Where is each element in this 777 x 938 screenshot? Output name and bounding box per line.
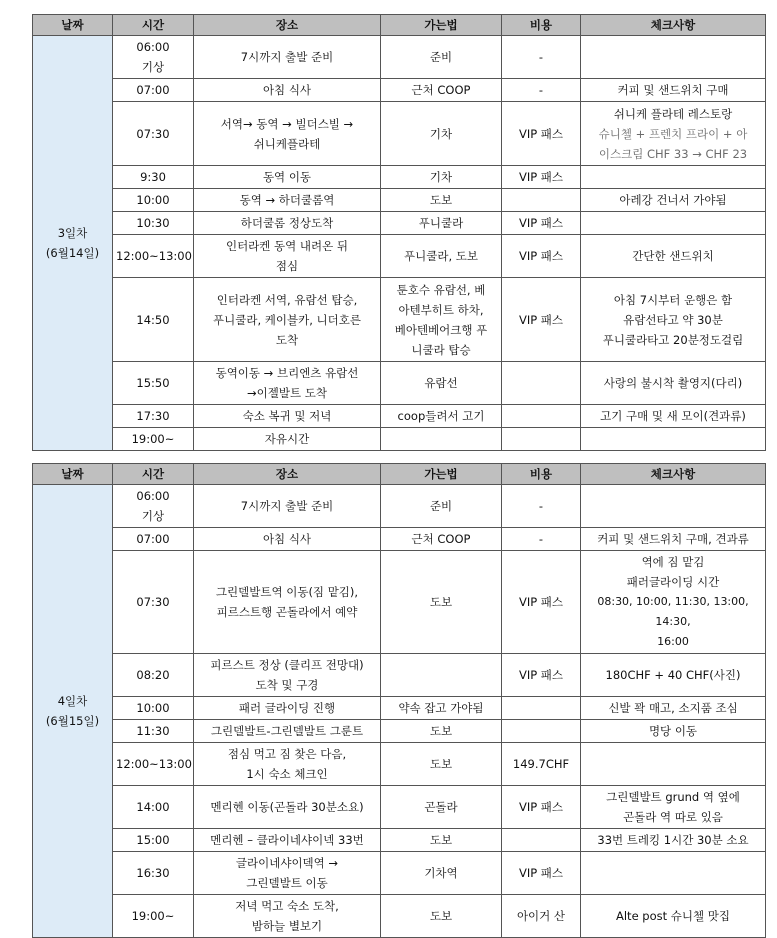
place-cell: 피르스트 정상 (클리프 전망대) 도착 및 구경 bbox=[194, 654, 381, 697]
check-cell: 180CHF + 40 CHF(사진) bbox=[581, 654, 766, 697]
cost-cell: VIP 패스 bbox=[502, 278, 581, 362]
table-row bbox=[33, 829, 766, 852]
cost-cell: VIP 패스 bbox=[502, 654, 581, 697]
place-cell: 자유시간 bbox=[194, 428, 381, 451]
route-cell: 근처 COOP bbox=[381, 79, 502, 102]
time-cell: 19:00~ bbox=[113, 895, 194, 938]
header-check: 체크사항 bbox=[581, 464, 766, 485]
table-row bbox=[33, 485, 766, 528]
check-cell: 신발 꽉 매고, 소지품 조심 bbox=[581, 697, 766, 720]
route-cell: 기차 bbox=[381, 166, 502, 189]
route-cell: 푸니쿨라 bbox=[381, 212, 502, 235]
table-row bbox=[33, 235, 766, 278]
place-cell: 7시까지 출발 준비 bbox=[194, 36, 381, 79]
check-cell bbox=[581, 852, 766, 895]
table-row bbox=[33, 189, 766, 212]
check-cell: 아레강 건너서 가야됨 bbox=[581, 189, 766, 212]
place-cell: 하더쿨롬 정상도착 bbox=[194, 212, 381, 235]
route-cell: 준비 bbox=[381, 36, 502, 79]
table-row bbox=[33, 786, 766, 829]
cost-cell: VIP 패스 bbox=[502, 551, 581, 654]
time-cell: 14:50 bbox=[113, 278, 194, 362]
cost-cell: VIP 패스 bbox=[502, 212, 581, 235]
check-cell: 사랑의 불시착 촬영지(다리) bbox=[581, 362, 766, 405]
time-cell: 10:00 bbox=[113, 189, 194, 212]
header-row bbox=[33, 15, 766, 36]
header-cost: 비용 bbox=[502, 15, 581, 36]
header-time: 시간 bbox=[113, 464, 194, 485]
check-cell: 간단한 샌드위치 bbox=[581, 235, 766, 278]
table-row bbox=[33, 278, 766, 362]
header-route: 가는법 bbox=[381, 15, 502, 36]
cost-cell: - bbox=[502, 485, 581, 528]
time-cell: 07:30 bbox=[113, 102, 194, 166]
cost-cell bbox=[502, 428, 581, 451]
check-cell bbox=[581, 485, 766, 528]
cost-cell: 아이거 산 bbox=[502, 895, 581, 938]
time-cell: 17:30 bbox=[113, 405, 194, 428]
table-row bbox=[33, 852, 766, 895]
header-place: 장소 bbox=[194, 464, 381, 485]
check-cell: 쉬니케 플라테 레스토랑 슈니첼 + 프렌치 프라이 + 아 이스크림 CHF 33 → CHF 23 bbox=[581, 102, 766, 166]
check-cell: 역에 짐 맡김 패러글라이딩 시간 08:30, 10:00, 11:30, 13:00, 14:30, 16:00 bbox=[581, 551, 766, 654]
route-cell: 유람선 bbox=[381, 362, 502, 405]
day-cell bbox=[33, 485, 113, 938]
route-cell: 도보 bbox=[381, 551, 502, 654]
cost-cell: 149.7CHF bbox=[502, 743, 581, 786]
day-label: 4일차 bbox=[57, 694, 88, 708]
route-cell: 도보 bbox=[381, 829, 502, 852]
day-date: (6월14일) bbox=[45, 246, 100, 260]
cost-cell bbox=[502, 720, 581, 743]
place-cell: 멘리헨 – 클라이네샤이넥 33번 bbox=[194, 829, 381, 852]
header-cost: 비용 bbox=[502, 464, 581, 485]
table-row bbox=[33, 212, 766, 235]
day-label: 3일차 bbox=[57, 226, 88, 240]
header-route: 가는법 bbox=[381, 464, 502, 485]
time-cell: 06:00 기상 bbox=[113, 485, 194, 528]
time-cell: 12:00~13:00 bbox=[113, 743, 194, 786]
table-row bbox=[33, 428, 766, 451]
place-cell: 동역 이동 bbox=[194, 166, 381, 189]
place-cell: 서역→ 동역 → 빌더스빌 → 쉬니케플라테 bbox=[194, 102, 381, 166]
cost-cell bbox=[502, 405, 581, 428]
cost-cell: VIP 패스 bbox=[502, 166, 581, 189]
check-cell bbox=[581, 166, 766, 189]
table-row bbox=[33, 743, 766, 786]
route-cell: 준비 bbox=[381, 485, 502, 528]
time-cell: 07:00 bbox=[113, 79, 194, 102]
table-row bbox=[33, 654, 766, 697]
route-cell: coop들려서 고기 bbox=[381, 405, 502, 428]
cost-cell bbox=[502, 189, 581, 212]
place-cell: 동역이동 → 브리엔츠 유람선 →이젤발트 도착 bbox=[194, 362, 381, 405]
route-cell: 도보 bbox=[381, 720, 502, 743]
time-cell: 08:20 bbox=[113, 654, 194, 697]
check-cell bbox=[581, 428, 766, 451]
check-cell: 명당 이동 bbox=[581, 720, 766, 743]
check-cell bbox=[581, 36, 766, 79]
check-cell: 커피 및 샌드위치 구매 bbox=[581, 79, 766, 102]
header-date: 날짜 bbox=[33, 464, 113, 485]
cost-cell bbox=[502, 362, 581, 405]
place-cell: 그린델발트역 이동(짐 맡김), 피르스트행 곤돌라에서 예약 bbox=[194, 551, 381, 654]
table-row bbox=[33, 697, 766, 720]
place-cell: 7시까지 출발 준비 bbox=[194, 485, 381, 528]
check-cell: 커피 및 샌드위치 구매, 견과류 bbox=[581, 528, 766, 551]
route-cell: 기차역 bbox=[381, 852, 502, 895]
header-time: 시간 bbox=[113, 15, 194, 36]
schedule-table-day4 bbox=[32, 463, 766, 938]
cost-cell: VIP 패스 bbox=[502, 235, 581, 278]
route-cell bbox=[381, 428, 502, 451]
route-cell: 기차 bbox=[381, 102, 502, 166]
header-place: 장소 bbox=[194, 15, 381, 36]
table-row bbox=[33, 528, 766, 551]
schedule-table-day3 bbox=[32, 14, 766, 451]
route-cell: 푸니쿨라, 도보 bbox=[381, 235, 502, 278]
route-cell: 도보 bbox=[381, 743, 502, 786]
table-row bbox=[33, 102, 766, 166]
route-cell: 약속 잡고 가야됨 bbox=[381, 697, 502, 720]
day-date: (6월15일) bbox=[45, 714, 100, 728]
cost-cell: VIP 패스 bbox=[502, 102, 581, 166]
place-cell: 동역 → 하더쿨롬역 bbox=[194, 189, 381, 212]
time-cell: 11:30 bbox=[113, 720, 194, 743]
cost-cell: - bbox=[502, 79, 581, 102]
check-cell: Alte post 슈니첼 맛집 bbox=[581, 895, 766, 938]
cost-cell bbox=[502, 829, 581, 852]
place-cell: 아침 식사 bbox=[194, 79, 381, 102]
cost-cell: - bbox=[502, 36, 581, 79]
time-cell: 10:30 bbox=[113, 212, 194, 235]
table-row bbox=[33, 551, 766, 654]
time-cell: 19:00~ bbox=[113, 428, 194, 451]
table-row bbox=[33, 720, 766, 743]
time-cell: 07:30 bbox=[113, 551, 194, 654]
check-cell: 고기 구매 및 새 모이(견과류) bbox=[581, 405, 766, 428]
place-cell: 인터라켄 동역 내려온 뒤 점심 bbox=[194, 235, 381, 278]
time-cell: 15:00 bbox=[113, 829, 194, 852]
route-cell: 도보 bbox=[381, 189, 502, 212]
route-cell bbox=[381, 654, 502, 697]
place-cell: 글라이네샤이덱역 → 그린델발트 이동 bbox=[194, 852, 381, 895]
place-cell: 그린델발트-그린델발트 그룬트 bbox=[194, 720, 381, 743]
header-row bbox=[33, 464, 766, 485]
place-cell: 멘리헨 이동(곤돌라 30분소요) bbox=[194, 786, 381, 829]
table-row bbox=[33, 362, 766, 405]
day-cell bbox=[33, 36, 113, 451]
check-cell: 아침 7시부터 운행은 함 유람선타고 약 30분 푸니쿨라타고 20분정도걸림 bbox=[581, 278, 766, 362]
table-row bbox=[33, 166, 766, 189]
cost-cell: VIP 패스 bbox=[502, 786, 581, 829]
place-cell: 저녁 먹고 숙소 도착, 밤하늘 별보기 bbox=[194, 895, 381, 938]
place-cell: 패러 글라이딩 진행 bbox=[194, 697, 381, 720]
route-cell: 곤돌라 bbox=[381, 786, 502, 829]
route-cell: 툰호수 유람선, 베 아텐부히트 하차, 베아텐베어크행 푸 니쿨라 탑승 bbox=[381, 278, 502, 362]
table-row bbox=[33, 405, 766, 428]
check-cell: 그린델발트 grund 역 옆에 곤돌라 역 따로 있음 bbox=[581, 786, 766, 829]
time-cell: 07:00 bbox=[113, 528, 194, 551]
route-cell: 도보 bbox=[381, 895, 502, 938]
time-cell: 12:00~13:00 bbox=[113, 235, 194, 278]
route-cell: 근처 COOP bbox=[381, 528, 502, 551]
header-date: 날짜 bbox=[33, 15, 113, 36]
time-cell: 14:00 bbox=[113, 786, 194, 829]
place-cell: 숙소 복귀 및 저녁 bbox=[194, 405, 381, 428]
time-cell: 9:30 bbox=[113, 166, 194, 189]
check-cell: 33번 트레킹 1시간 30분 소요 bbox=[581, 829, 766, 852]
time-cell: 10:00 bbox=[113, 697, 194, 720]
table-row bbox=[33, 79, 766, 102]
cost-cell bbox=[502, 697, 581, 720]
time-cell: 16:30 bbox=[113, 852, 194, 895]
cost-cell: - bbox=[502, 528, 581, 551]
time-cell: 06:00 기상 bbox=[113, 36, 194, 79]
place-cell: 점심 먹고 짐 찾은 다음, 1시 숙소 체크인 bbox=[194, 743, 381, 786]
table-row bbox=[33, 895, 766, 938]
time-cell: 15:50 bbox=[113, 362, 194, 405]
header-check: 체크사항 bbox=[581, 15, 766, 36]
check-cell bbox=[581, 212, 766, 235]
check-cell bbox=[581, 743, 766, 786]
cost-cell: VIP 패스 bbox=[502, 852, 581, 895]
place-cell: 인터라켄 서역, 유람선 탑승, 푸니쿨라, 케이블카, 니더호른 도착 bbox=[194, 278, 381, 362]
table-row bbox=[33, 36, 766, 79]
place-cell: 아침 식사 bbox=[194, 528, 381, 551]
